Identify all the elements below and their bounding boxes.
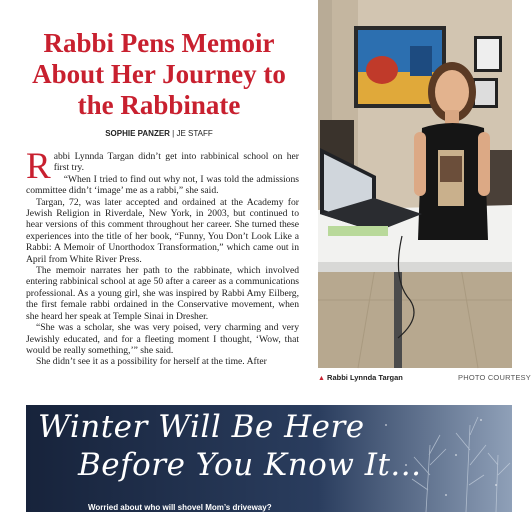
photo-illustration — [318, 0, 512, 368]
ad-headline-line1: Winter Will Be Here — [38, 409, 365, 445]
paragraph: “When I tried to find out why not, I was told the admissions committee didn’t ‘image’ me as a rabbi,” she said. — [26, 173, 299, 197]
byline-role: JE STAFF — [176, 129, 213, 138]
photo-caption — [318, 373, 531, 382]
ad-subhead: Worried about who will shovel Mom’s driveway? — [88, 503, 272, 512]
ad-headline-line2: Before You Know It... — [78, 447, 422, 483]
advertisement-banner[interactable] — [26, 405, 512, 512]
article-photo — [318, 0, 512, 368]
paragraph: Targan, 72, was later accepted and ordained at the Academy for Jewish Religion in Riverdale, New York, in 2003, but continued to hear versions of this comment throughout her career. She turned these experiences into the title of her book, “Funny, You Don’t Look Like a Rabbi: A Memoir of Unorthodox Transformation,” which came out in April from White River Press. — [26, 196, 299, 265]
headline: Rabbi Pens Memoir About Her Journey to the Rabbinate — [32, 28, 286, 120]
paragraph: She didn’t see it as a possibility for herself at the time. After — [36, 356, 267, 368]
photo-credit: PHOTO COURTESY — [458, 373, 531, 382]
paragraph-text: abbi Lynnda Targan didn’t get into rabbinical school on her first try. — [53, 151, 299, 174]
paragraph: “She was a scholar, she was very poised, very charming and very Jewishly educated, and for a fleeting moment I thought, ‘Wow, that would be really something,’” she said. — [26, 322, 299, 356]
caption-triangle-icon: ▲ — [318, 375, 325, 382]
byline-author: SOPHIE PANZER — [105, 129, 170, 138]
article-body — [26, 146, 299, 368]
paragraph: The memoir narrates her path to the rabbinate, which involved entering rabbinical school at age 50 after a career as a communications professional. As a young girl, she was inspired by Rabbi Amy Eilberg, the first female rabbi ordained in the Conservative movement, when she heard her speak at Temple Sinai in Dresher. — [26, 265, 299, 322]
byline-separator: | — [169, 129, 177, 138]
drop-cap: R — [26, 146, 51, 187]
caption-name: Rabbi Lynnda Targan — [327, 373, 403, 382]
byline — [20, 129, 298, 138]
